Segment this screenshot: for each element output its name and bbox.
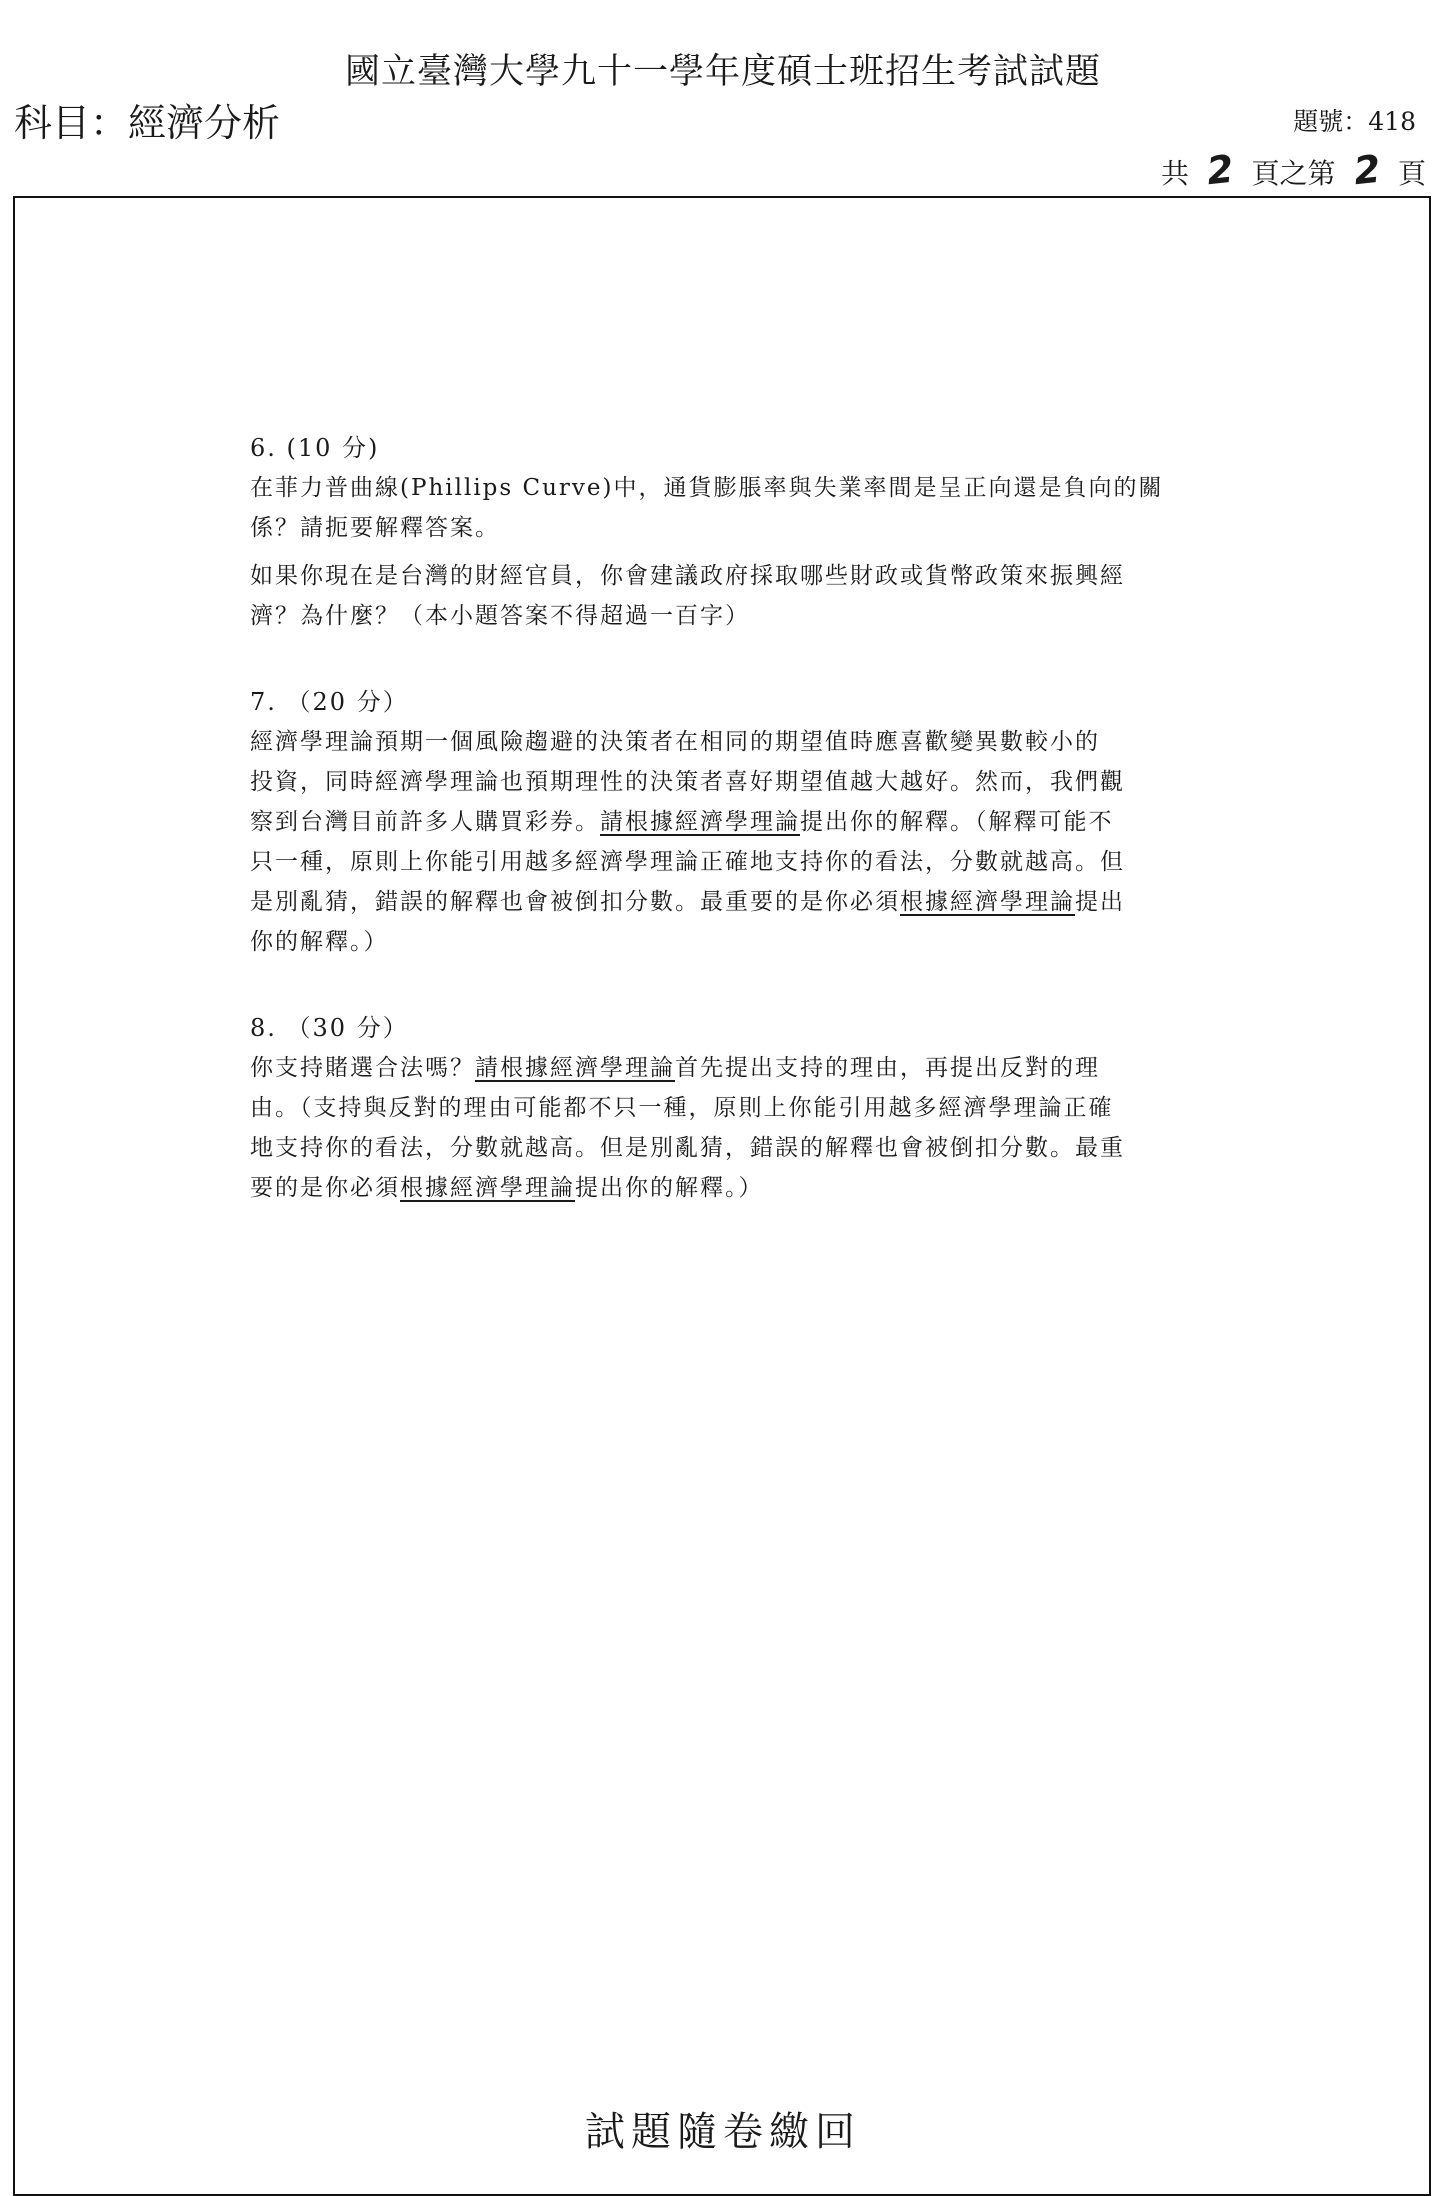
text-run: 是別亂猜，錯誤的解釋也會被倒扣分數。最重要的是你必須 (250, 889, 900, 915)
text-run: 要的是你必須 (250, 1175, 400, 1201)
question-line: 由。（支持與反對的理由可能都不只一種，原則上你能引用越多經濟學理論正確 (250, 1095, 1114, 1121)
question-number: 題號：418 (1293, 107, 1416, 136)
question-line (250, 1048, 1200, 1088)
underlined-phrase: 根據經濟學理論 (900, 889, 1075, 915)
question-line: 在菲力普曲線(Phillips Curve)中，通貨膨脹率與失業率間是呈正向還是負向的關 (250, 475, 1164, 501)
question-line (250, 882, 1200, 922)
underlined-phrase: 請根據經濟學理論 (475, 1055, 675, 1081)
page-prefix: 共 (1161, 157, 1190, 190)
question-8 (250, 1008, 1200, 1208)
question-line: 你的解釋。） (250, 929, 389, 955)
question-7 (250, 682, 1200, 962)
exam-title: 國立臺灣大學九十一學年度碩士班招生考試試題 (344, 52, 1101, 92)
question-heading: 7. （20 分） (250, 688, 409, 716)
question-line: 如果你現在是台灣的財經官員，你會建議政府採取哪些財政或貨幣政策來振興經 (250, 563, 1125, 589)
text-run: 首先提出支持的理由，再提出反對的理 (675, 1055, 1100, 1081)
question-line: 地支持你的看法，分數就越高。但是別亂猜，錯誤的解釋也會被倒扣分數。最重 (250, 1135, 1125, 1161)
underlined-phrase: 請根據經濟學理論 (600, 809, 800, 835)
subject-label: 科目：經濟分析 (14, 101, 281, 145)
question-heading: 6. (10 分) (250, 434, 380, 462)
underlined-phrase: 根據經濟學理論 (400, 1175, 575, 1201)
question-line (250, 802, 1200, 842)
question-line (250, 1168, 1200, 1208)
question-line: 經濟學理論預期一個風險趨避的決策者在相同的期望值時應喜歡變異數較小的 (250, 729, 1100, 755)
page-suffix: 頁 (1397, 157, 1426, 190)
text-run: 你支持賭選合法嗎？ (250, 1055, 475, 1081)
page-indicator (1161, 148, 1426, 192)
question-line: 係？請扼要解釋答案。 (250, 515, 500, 541)
text-run: 提出你的解釋。） (575, 1175, 764, 1201)
question-6 (250, 428, 1200, 636)
text-run: 察到台灣目前許多人購買彩券。 (250, 809, 600, 835)
question-heading: 8. （30 分） (250, 1014, 409, 1042)
question-line: 只一種，原則上你能引用越多經濟學理論正確地支持你的看法，分數就越高。但 (250, 849, 1125, 875)
page-middle: 頁之第 (1251, 157, 1336, 190)
footer-note: 試題隨卷繳回 (585, 2109, 861, 2155)
question-list (250, 428, 1200, 1208)
text-run: 提出 (1075, 889, 1125, 915)
text-run: 提出你的解釋。（解釋可能不 (800, 809, 1114, 835)
page-current: 2 (1351, 146, 1383, 194)
page-total: 2 (1204, 146, 1236, 194)
question-line: 投資，同時經濟學理論也預期理性的決策者喜好期望值越大越好。然而，我們觀 (250, 769, 1125, 795)
question-line: 濟？為什麼？（本小題答案不得超過一百字） (250, 603, 750, 629)
